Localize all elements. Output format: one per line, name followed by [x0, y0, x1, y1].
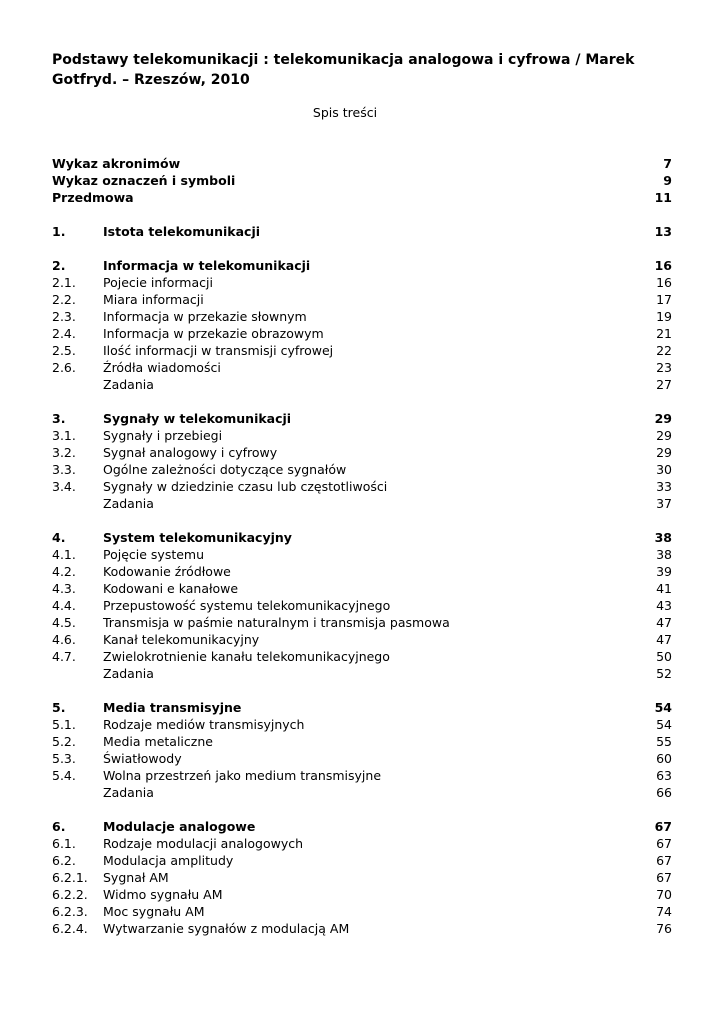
toc-entry	[52, 580, 672, 597]
toc-entry	[52, 699, 672, 716]
toc-entry-page-number: 50	[656, 649, 672, 664]
toc-entry-title: Modulacje analogowe	[103, 819, 256, 834]
toc-entry-title: Sygnały w dziedzinie czasu lub częstotliwości	[103, 479, 388, 494]
toc-entry	[52, 444, 672, 461]
toc-entry-page-number: 54	[656, 717, 672, 732]
toc-entry	[52, 835, 672, 852]
toc-entry	[52, 223, 672, 240]
toc-entry-page-number: 27	[656, 377, 672, 392]
toc-entry-page-number: 67	[656, 853, 672, 868]
toc-entry-page-number: 63	[656, 768, 672, 783]
toc-entry-title: Wykaz oznaczeń i symboli	[52, 173, 236, 188]
toc-entry-title: Pojecie informacji	[103, 275, 213, 290]
toc-entry-title: Widmo sygnału AM	[103, 887, 223, 902]
toc-entry-title: Kanał telekomunikacyjny	[103, 632, 260, 647]
toc-entry	[52, 886, 672, 903]
toc-entry	[52, 257, 672, 274]
toc-entry-page-number: 55	[656, 734, 672, 749]
toc-entry	[52, 376, 672, 393]
toc-entry	[52, 869, 672, 886]
toc-entry	[52, 410, 672, 427]
toc-entry-page-number: 16	[654, 258, 672, 273]
toc-entry-number: 2.4.	[52, 326, 76, 341]
toc-entry-number: 4.1.	[52, 547, 76, 562]
toc-entry	[52, 665, 672, 682]
toc-entry-title: Wolna przestrzeń jako medium transmisyjne	[103, 768, 382, 783]
toc-entry-number: 2.	[52, 258, 66, 273]
toc-entry	[52, 920, 672, 937]
toc-entry	[52, 784, 672, 801]
toc-entry	[52, 818, 672, 835]
toc-entry-title: Sygnał analogowy i cyfrowy	[103, 445, 278, 460]
toc-entry	[52, 427, 672, 444]
toc-entry-number: 5.1.	[52, 717, 76, 732]
toc-entry	[52, 631, 672, 648]
toc-entry	[52, 359, 672, 376]
toc-entry	[52, 716, 672, 733]
toc-entry-number: 4.7.	[52, 649, 76, 664]
toc-entry	[52, 597, 672, 614]
toc-entry-title: Wykaz akronimów	[52, 156, 181, 171]
toc-entry-title: Informacja w przekazie obrazowym	[103, 326, 324, 341]
toc-entry-title: Media transmisyjne	[103, 700, 242, 715]
toc-entry-title: Sygnały w telekomunikacji	[103, 411, 292, 426]
toc-entry-page-number: 19	[656, 309, 672, 324]
toc-entry	[52, 852, 672, 869]
toc-entry-number: 4.	[52, 530, 66, 545]
toc-entry-title: Przepustowość systemu telekomunikacyjnego	[103, 598, 391, 613]
toc-entry-page-number: 60	[656, 751, 672, 766]
toc-entry-page-number: 43	[656, 598, 672, 613]
toc-entry-page-number: 70	[656, 887, 672, 902]
toc-entry-number: 4.2.	[52, 564, 76, 579]
toc-entry-title: Ilość informacji w transmisji cyfrowej	[103, 343, 334, 358]
toc-entry-number: 4.4.	[52, 598, 76, 613]
toc-entry-title: Zadania	[103, 377, 154, 392]
toc-entry-number: 3.1.	[52, 428, 76, 443]
toc-entry-title: Przedmowa	[52, 190, 134, 205]
toc-entry-number: 6.2.4.	[52, 921, 88, 936]
toc-entry	[52, 529, 672, 546]
toc-entry-number: 5.4.	[52, 768, 76, 783]
toc-entry-page-number: 66	[656, 785, 672, 800]
toc-entry-page-number: 29	[656, 428, 672, 443]
toc-entry-number: 4.3.	[52, 581, 76, 596]
toc-entry-title: Kodowani e kanałowe	[103, 581, 239, 596]
toc-entry-page-number: 52	[656, 666, 672, 681]
toc-entry-number: 6.2.3.	[52, 904, 88, 919]
toc-entry-number: 3.3.	[52, 462, 76, 477]
toc-entry-title: Sygnały i przebiegi	[103, 428, 223, 443]
toc-entry-number: 2.5.	[52, 343, 76, 358]
toc-entry-title: Kodowanie źródłowe	[103, 564, 231, 579]
toc-entry-page-number: 9	[663, 173, 672, 188]
toc-entry-number: 6.2.	[52, 853, 76, 868]
toc-entry-title: Transmisja w paśmie naturalnym i transmisja pasmowa	[103, 615, 450, 630]
toc-entry-page-number: 29	[654, 411, 672, 426]
toc-entry	[52, 648, 672, 665]
toc-entry-page-number: 47	[656, 615, 672, 630]
toc-entry-page-number: 17	[656, 292, 672, 307]
toc-entry-number: 4.6.	[52, 632, 76, 647]
toc-entry-title: Zwielokrotnienie kanału telekomunikacyjnego	[103, 649, 390, 664]
toc-entry-number: 2.2.	[52, 292, 76, 307]
toc-entry-title: Wytwarzanie sygnałów z modulacją AM	[103, 921, 350, 936]
toc-entry-page-number: 22	[656, 343, 672, 358]
toc-entry-title: Zadania	[103, 785, 154, 800]
document-title: Podstawy telekomunikacji : telekomunikacja analogowa i cyfrowa / Marek Gotfryd. – Rzeszów, 2010	[52, 52, 635, 88]
toc-entry-page-number: 37	[656, 496, 672, 511]
toc-entry-page-number: 13	[654, 224, 672, 239]
toc-entry	[52, 325, 672, 342]
toc-entry-number: 6.2.2.	[52, 887, 88, 902]
toc-entry-number: 2.3.	[52, 309, 76, 324]
toc-entry	[52, 189, 672, 206]
toc-entry-title: Istota telekomunikacji	[103, 224, 261, 239]
toc-entry-page-number: 47	[656, 632, 672, 647]
toc-entry	[52, 461, 672, 478]
toc-entry-number: 3.2.	[52, 445, 76, 460]
toc-entry	[52, 614, 672, 631]
toc-entry-page-number: 7	[663, 156, 672, 171]
toc-entry-page-number: 39	[656, 564, 672, 579]
toc-entry-title: Ogólne zależności dotyczące sygnałów	[103, 462, 347, 477]
toc-entry	[52, 750, 672, 767]
toc-entry-page-number: 74	[656, 904, 672, 919]
document-subtitle: Spis treści	[312, 105, 378, 120]
toc-entry-number: 3.4.	[52, 479, 76, 494]
toc-entry	[52, 274, 672, 291]
toc-entry-title: Rodzaje mediów transmisyjnych	[103, 717, 305, 732]
toc-entry-page-number: 54	[654, 700, 672, 715]
toc-entry	[52, 563, 672, 580]
toc-entry-title: Światłowody	[103, 751, 182, 766]
toc-entry-page-number: 67	[656, 836, 672, 851]
toc-entry	[52, 155, 672, 172]
toc-entry-page-number: 38	[654, 530, 672, 545]
toc-entry	[52, 903, 672, 920]
toc-entry-page-number: 67	[654, 819, 672, 834]
toc-entry-number: 5.	[52, 700, 66, 715]
toc-entry	[52, 767, 672, 784]
toc-entry-title: Zadania	[103, 666, 154, 681]
toc-entry-page-number: 67	[656, 870, 672, 885]
toc-entry-title: System telekomunikacyjny	[103, 530, 292, 545]
toc-entry	[52, 478, 672, 495]
toc-entry-page-number: 29	[656, 445, 672, 460]
toc-entry-page-number: 41	[656, 581, 672, 596]
toc-entry-page-number: 23	[656, 360, 672, 375]
toc-entry-number: 2.1.	[52, 275, 76, 290]
toc-entry-title: Sygnał AM	[103, 870, 169, 885]
toc-entry-number: 5.2.	[52, 734, 76, 749]
toc-entry-title: Rodzaje modulacji analogowych	[103, 836, 304, 851]
toc-entry-number: 5.3.	[52, 751, 76, 766]
toc-entry-page-number: 76	[656, 921, 672, 936]
toc-entry	[52, 546, 672, 563]
toc-entry-number: 6.1.	[52, 836, 76, 851]
toc-entry	[52, 308, 672, 325]
toc-entry-number: 4.5.	[52, 615, 76, 630]
toc-entry-number: 2.6.	[52, 360, 76, 375]
toc-entry-number: 6.	[52, 819, 66, 834]
toc-entry-title: Informacja w przekazie słownym	[103, 309, 307, 324]
toc-entry-number: 6.2.1.	[52, 870, 88, 885]
toc-entry	[52, 291, 672, 308]
toc-entry-title: Moc sygnału AM	[103, 904, 205, 919]
toc-entry-number: 1.	[52, 224, 66, 239]
toc-entry-page-number: 38	[656, 547, 672, 562]
toc-entry	[52, 495, 672, 512]
toc-entry	[52, 342, 672, 359]
table-of-contents	[52, 155, 672, 937]
toc-entry-title: Informacja w telekomunikacji	[103, 258, 311, 273]
toc-entry-title: Miara informacji	[103, 292, 204, 307]
toc-entry-title: Zadania	[103, 496, 154, 511]
toc-entry-title: Modulacja amplitudy	[103, 853, 234, 868]
toc-entry	[52, 733, 672, 750]
toc-entry-page-number: 11	[654, 190, 672, 205]
toc-entry-page-number: 30	[656, 462, 672, 477]
toc-entry-page-number: 21	[656, 326, 672, 341]
toc-entry-page-number: 33	[656, 479, 672, 494]
toc-entry-title: Źródła wiadomości	[103, 360, 221, 375]
toc-entry-number: 3.	[52, 411, 66, 426]
toc-entry-title: Media metaliczne	[103, 734, 213, 749]
toc-entry-title: Pojęcie systemu	[103, 547, 205, 562]
toc-entry	[52, 172, 672, 189]
toc-entry-page-number: 16	[656, 275, 672, 290]
